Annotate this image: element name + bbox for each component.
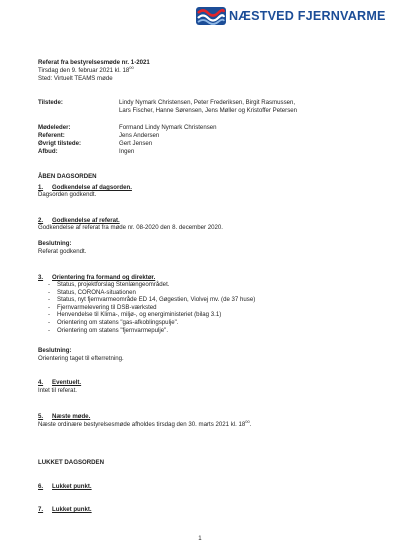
agenda-item-number: 2. (38, 217, 44, 224)
agenda-item-title: Lukket punkt. (52, 506, 92, 513)
present-names (119, 99, 297, 114)
meeting-date-minutes: 00 (129, 65, 134, 70)
meeting-date (38, 67, 134, 75)
others-value: Gert Jensen (119, 140, 153, 147)
absent-value: Ingen (119, 148, 135, 155)
agenda-item-title: Godkendelse af dagsorden. (52, 184, 132, 191)
agenda-item-title: Lukket punkt. (52, 483, 92, 490)
agenda-item-2-decision-label: Beslutning: (38, 240, 72, 247)
agenda-item-7-heading (38, 506, 92, 514)
agenda-item-5-body (38, 421, 251, 429)
chair-label: Mødeleder: (38, 124, 71, 131)
agenda-item-5-heading (38, 413, 90, 421)
list-item: - Orientering om statens "gas-afkoblingspulje". (38, 319, 255, 327)
secretary-label: Referent: (38, 132, 65, 139)
agenda-item-title: Eventuelt. (52, 379, 82, 386)
logo-text: NÆSTVED FJERNVARME (229, 9, 386, 23)
present-label: Tilstede: (38, 99, 63, 106)
next-meeting-end: . (249, 421, 252, 428)
document-title: Referat fra bestyrelsesmøde nr. 1-2021 (38, 59, 150, 66)
next-meeting-text: Næste ordinære bestyrelsesmøde afholdes tirsdag den 30. marts 2021 kl. 18 (38, 421, 246, 428)
agenda-item-1-body: Dagsorden godkendt. (38, 191, 97, 198)
meeting-place: Sted: Virtuelt TEAMS møde (38, 75, 113, 82)
agenda-item-3-decision: Orientering taget til efterretning. (38, 355, 124, 362)
agenda-item-number: 6. (38, 483, 44, 490)
next-meeting-minutes: 00 (245, 419, 250, 424)
agenda-item-2-body: Godkendelse af referat fra møde nr. 08-2020 den 8. december 2020. (38, 224, 223, 231)
list-item: - Status, nyt fjernvarmeområde ED 14, Gøgestien, Violvej mv. (de 37 huse) (38, 296, 255, 304)
page-number: 1 (198, 535, 202, 542)
agenda-item-number: 7. (38, 506, 44, 513)
others-label: Øvrigt tilstede: (38, 140, 82, 147)
present-names-line: Lars Fischer, Hanne Sørensen, Jens Møller og Kristoffer Petersen (119, 106, 298, 114)
agenda-item-number: 3. (38, 274, 44, 281)
agenda-item-2-decision: Referat godkendt. (38, 248, 87, 255)
agenda-item-title: Orientering fra formand og direktør. (52, 274, 156, 281)
absent-label: Afbud: (38, 148, 58, 155)
agenda-item-number: 4. (38, 379, 44, 386)
list-item: - Henvendelse til Klima-, miljø-, og energiministeriet (bilag 3.1) (38, 311, 255, 319)
agenda-item-3-bullets (38, 281, 255, 334)
closed-agenda-heading: LUKKET DAGSORDEN (38, 459, 105, 466)
list-item: - Orientering om statens "fjernvarmepulje". (38, 327, 255, 335)
open-agenda-heading: ÅBEN DAGSORDEN (38, 173, 97, 180)
agenda-item-4-body: Intet til referat. (38, 387, 77, 394)
agenda-item-title: Godkendelse af referat. (52, 217, 120, 224)
agenda-item-3-decision-label: Beslutning: (38, 347, 72, 354)
chair-value: Formand Lindy Nymark Christensen (119, 124, 217, 131)
agenda-item-6-heading (38, 483, 92, 491)
agenda-item-number: 5. (38, 413, 44, 420)
present-names-line: Lindy Nymark Christensen, Peter Frederiksen, Birgit Rasmussen, (119, 99, 296, 106)
agenda-item-number: 1. (38, 184, 44, 191)
secretary-value: Jens Andersen (119, 132, 160, 139)
agenda-item-4-heading (38, 379, 81, 387)
list-item: - Fjernvarmelevering til DSB-værksted (38, 304, 255, 312)
meeting-date-text: Tirsdag den 9. februar 2021 kl. 18 (38, 67, 130, 74)
company-logo (196, 7, 396, 25)
agenda-item-title: Næste møde. (52, 413, 91, 420)
list-item: - Status, CORONA-situationen (38, 289, 255, 297)
wave-logo-icon (196, 7, 226, 25)
list-item: - Status, projektforslag Stenlængeområdet. (38, 281, 255, 289)
